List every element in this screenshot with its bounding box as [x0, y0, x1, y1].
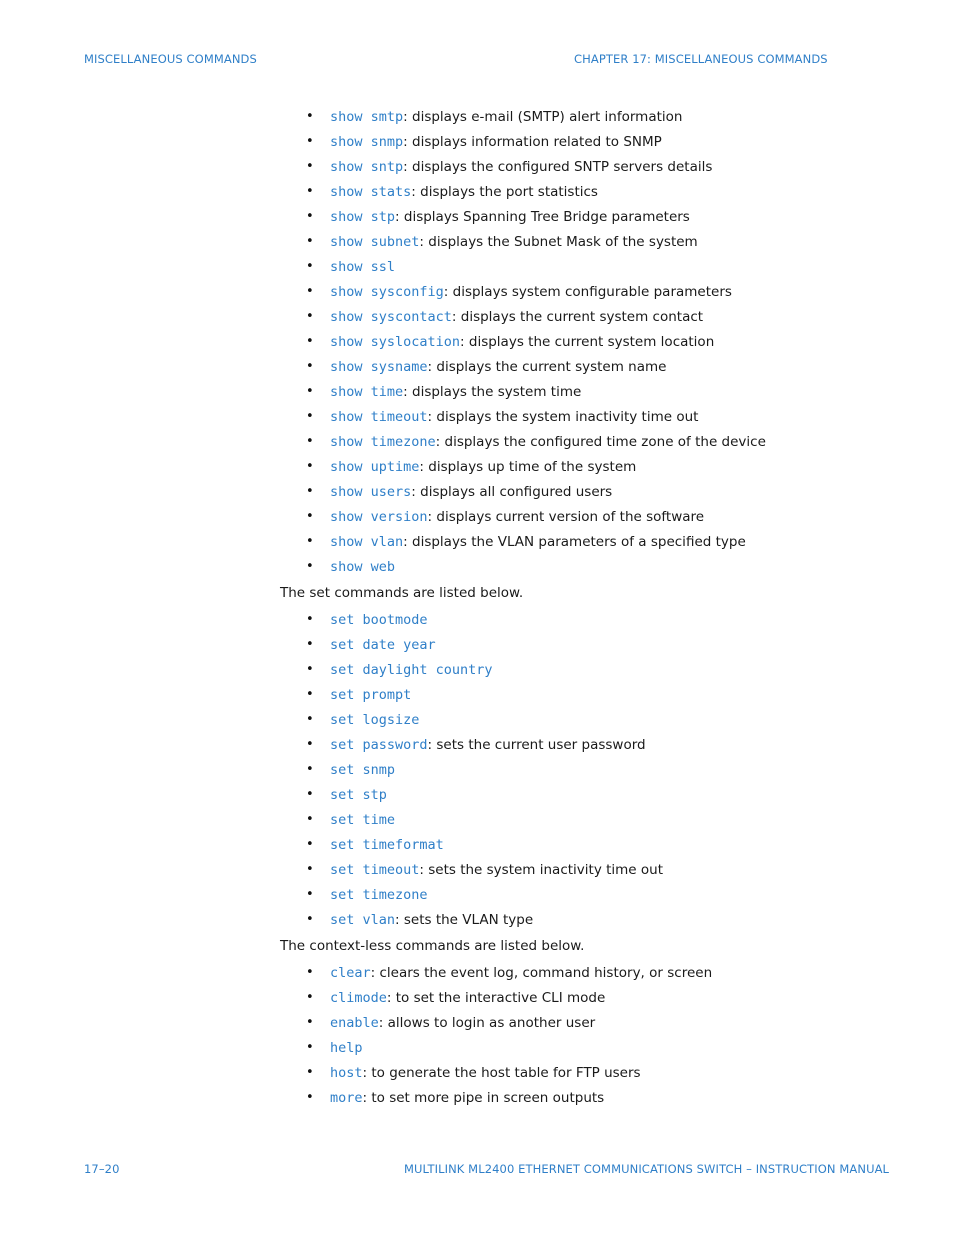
command-name: show smtp	[330, 109, 404, 125]
list-item	[280, 759, 900, 784]
command-name: set timeformat	[330, 837, 444, 853]
list-item	[280, 331, 900, 356]
command-name: show uptime	[330, 459, 420, 475]
list-item	[280, 809, 900, 834]
list-item	[280, 456, 900, 481]
command-name: help	[330, 1040, 363, 1056]
bullet-icon: •	[306, 1015, 314, 1030]
command-description: : to set the interactive CLI mode	[386, 990, 606, 1006]
command-description: : displays system configurable parameters	[443, 284, 732, 300]
bullet-icon: •	[306, 965, 314, 980]
command-name: show snmp	[330, 134, 404, 150]
command-description: : displays the VLAN parameters of a specified type	[403, 534, 746, 550]
command-name: set vlan	[330, 912, 396, 928]
bullet-icon: •	[306, 359, 314, 374]
command-name: show ssl	[330, 259, 396, 275]
command-description: : displays the configured SNTP servers details	[403, 159, 713, 175]
command-name: set bootmode	[330, 612, 428, 628]
bullet-icon: •	[306, 762, 314, 777]
bullet-icon: •	[306, 284, 314, 299]
list-item	[280, 1037, 900, 1062]
list-item	[280, 709, 900, 734]
bullet-icon: •	[306, 534, 314, 549]
list-item	[280, 659, 900, 684]
command-name: show sysname	[330, 359, 428, 375]
bullet-icon: •	[306, 862, 314, 877]
bullet-icon: •	[306, 1065, 314, 1080]
list-item	[280, 684, 900, 709]
command-name: set time	[330, 812, 396, 828]
list-item	[280, 181, 900, 206]
list-item	[280, 531, 900, 556]
command-name: show timeout	[330, 409, 428, 425]
command-name: set prompt	[330, 687, 412, 703]
bullet-icon: •	[306, 559, 314, 574]
command-name: show timezone	[330, 434, 436, 450]
command-description: : displays the current system location	[460, 334, 715, 350]
command-name: show version	[330, 509, 428, 525]
bullet-icon: •	[306, 159, 314, 174]
bullet-icon: •	[306, 134, 314, 149]
command-name: set logsize	[330, 712, 420, 728]
set-commands-list	[280, 609, 900, 934]
list-item	[280, 884, 900, 909]
command-name: show syslocation	[330, 334, 461, 350]
bullet-icon: •	[306, 1040, 314, 1055]
command-name: show web	[330, 559, 396, 575]
command-description: : displays the current system contact	[451, 309, 704, 325]
command-name: show sysconfig	[330, 284, 444, 300]
command-name: clear	[330, 965, 371, 981]
list-item	[280, 634, 900, 659]
command-description: : sets the current user password	[427, 737, 646, 753]
list-item	[280, 231, 900, 256]
bullet-icon: •	[306, 662, 314, 677]
command-description: : displays the system time	[403, 384, 582, 400]
list-item	[280, 909, 900, 934]
list-item	[280, 506, 900, 531]
bullet-icon: •	[306, 234, 314, 249]
command-name: set password	[330, 737, 428, 753]
command-description: : to generate the host table for FTP users	[362, 1065, 641, 1081]
command-description: : sets the system inactivity time out	[419, 862, 664, 878]
set-commands-intro: The set commands are listed below.	[280, 585, 524, 601]
bullet-icon: •	[306, 837, 314, 852]
list-item	[280, 784, 900, 809]
list-item	[280, 306, 900, 331]
command-name: set timezone	[330, 887, 428, 903]
manual-title: MULTILINK ML2400 ETHERNET COMMUNICATIONS SWITCH – INSTRUCTION MANUAL	[404, 1162, 890, 1176]
command-name: show vlan	[330, 534, 404, 550]
bullet-icon: •	[306, 259, 314, 274]
list-item	[280, 156, 900, 181]
command-name: set daylight country	[330, 662, 493, 678]
list-item	[280, 406, 900, 431]
bullet-icon: •	[306, 687, 314, 702]
command-name: climode	[330, 990, 387, 1006]
bullet-icon: •	[306, 309, 314, 324]
bullet-icon: •	[306, 459, 314, 474]
command-name: show stp	[330, 209, 396, 225]
list-item	[280, 1012, 900, 1037]
command-description: : allows to login as another user	[378, 1015, 596, 1031]
list-item	[280, 734, 900, 759]
command-description: : displays all configured users	[411, 484, 613, 500]
bullet-icon: •	[306, 384, 314, 399]
list-item	[280, 962, 900, 987]
command-name: enable	[330, 1015, 379, 1031]
command-name: more	[330, 1090, 363, 1106]
command-description: : displays the Subnet Mask of the system	[419, 234, 698, 250]
list-item	[280, 556, 900, 581]
bullet-icon: •	[306, 184, 314, 199]
show-commands-list	[280, 106, 900, 581]
command-name: host	[330, 1065, 363, 1081]
command-description: : displays the system inactivity time out	[427, 409, 699, 425]
list-item	[280, 106, 900, 131]
command-description: : to set more pipe in screen outputs	[362, 1090, 605, 1106]
bullet-icon: •	[306, 1090, 314, 1105]
command-name: show sntp	[330, 159, 404, 175]
command-name: show time	[330, 384, 404, 400]
list-item	[280, 481, 900, 506]
context-commands-list	[280, 962, 900, 1112]
list-item	[280, 987, 900, 1012]
command-description: : displays e-mail (SMTP) alert information	[403, 109, 683, 125]
command-name: show users	[330, 484, 412, 500]
bullet-icon: •	[306, 434, 314, 449]
command-name: set timeout	[330, 862, 420, 878]
list-item	[280, 206, 900, 231]
running-header-left: MISCELLANEOUS COMMANDS	[84, 52, 257, 66]
page-number: 17–20	[84, 1162, 120, 1176]
command-name: set date year	[330, 637, 436, 653]
command-name: set stp	[330, 787, 387, 803]
command-description: : displays up time of the system	[419, 459, 637, 475]
bullet-icon: •	[306, 409, 314, 424]
bullet-icon: •	[306, 912, 314, 927]
bullet-icon: •	[306, 484, 314, 499]
command-description: : displays information related to SNMP	[403, 134, 662, 150]
list-item	[280, 431, 900, 456]
list-item	[280, 1062, 900, 1087]
command-name: set snmp	[330, 762, 396, 778]
command-description: : sets the VLAN type	[395, 912, 534, 928]
list-item	[280, 281, 900, 306]
bullet-icon: •	[306, 812, 314, 827]
command-name: show subnet	[330, 234, 420, 250]
command-description: : displays current version of the software	[427, 509, 705, 525]
list-item	[280, 609, 900, 634]
running-header-right: CHAPTER 17: MISCELLANEOUS COMMANDS	[574, 52, 828, 66]
bullet-icon: •	[306, 887, 314, 902]
list-item	[280, 1087, 900, 1112]
bullet-icon: •	[306, 509, 314, 524]
list-item	[280, 834, 900, 859]
bullet-icon: •	[306, 209, 314, 224]
bullet-icon: •	[306, 109, 314, 124]
context-commands-intro: The context-less commands are listed below.	[280, 938, 585, 954]
bullet-icon: •	[306, 334, 314, 349]
list-item	[280, 131, 900, 156]
list-item	[280, 356, 900, 381]
list-item	[280, 381, 900, 406]
command-description: : displays the configured time zone of the device	[435, 434, 766, 450]
command-description: : displays Spanning Tree Bridge parameters	[395, 209, 690, 225]
bullet-icon: •	[306, 637, 314, 652]
page-body	[280, 106, 900, 1112]
command-description: : clears the event log, command history, or screen	[370, 965, 713, 981]
command-name: show stats	[330, 184, 412, 200]
list-item	[280, 859, 900, 884]
bullet-icon: •	[306, 737, 314, 752]
command-name: show syscontact	[330, 309, 452, 325]
command-description: : displays the current system name	[427, 359, 667, 375]
command-description: : displays the port statistics	[411, 184, 598, 200]
bullet-icon: •	[306, 612, 314, 627]
list-item	[280, 256, 900, 281]
bullet-icon: •	[306, 990, 314, 1005]
bullet-icon: •	[306, 787, 314, 802]
bullet-icon: •	[306, 712, 314, 727]
